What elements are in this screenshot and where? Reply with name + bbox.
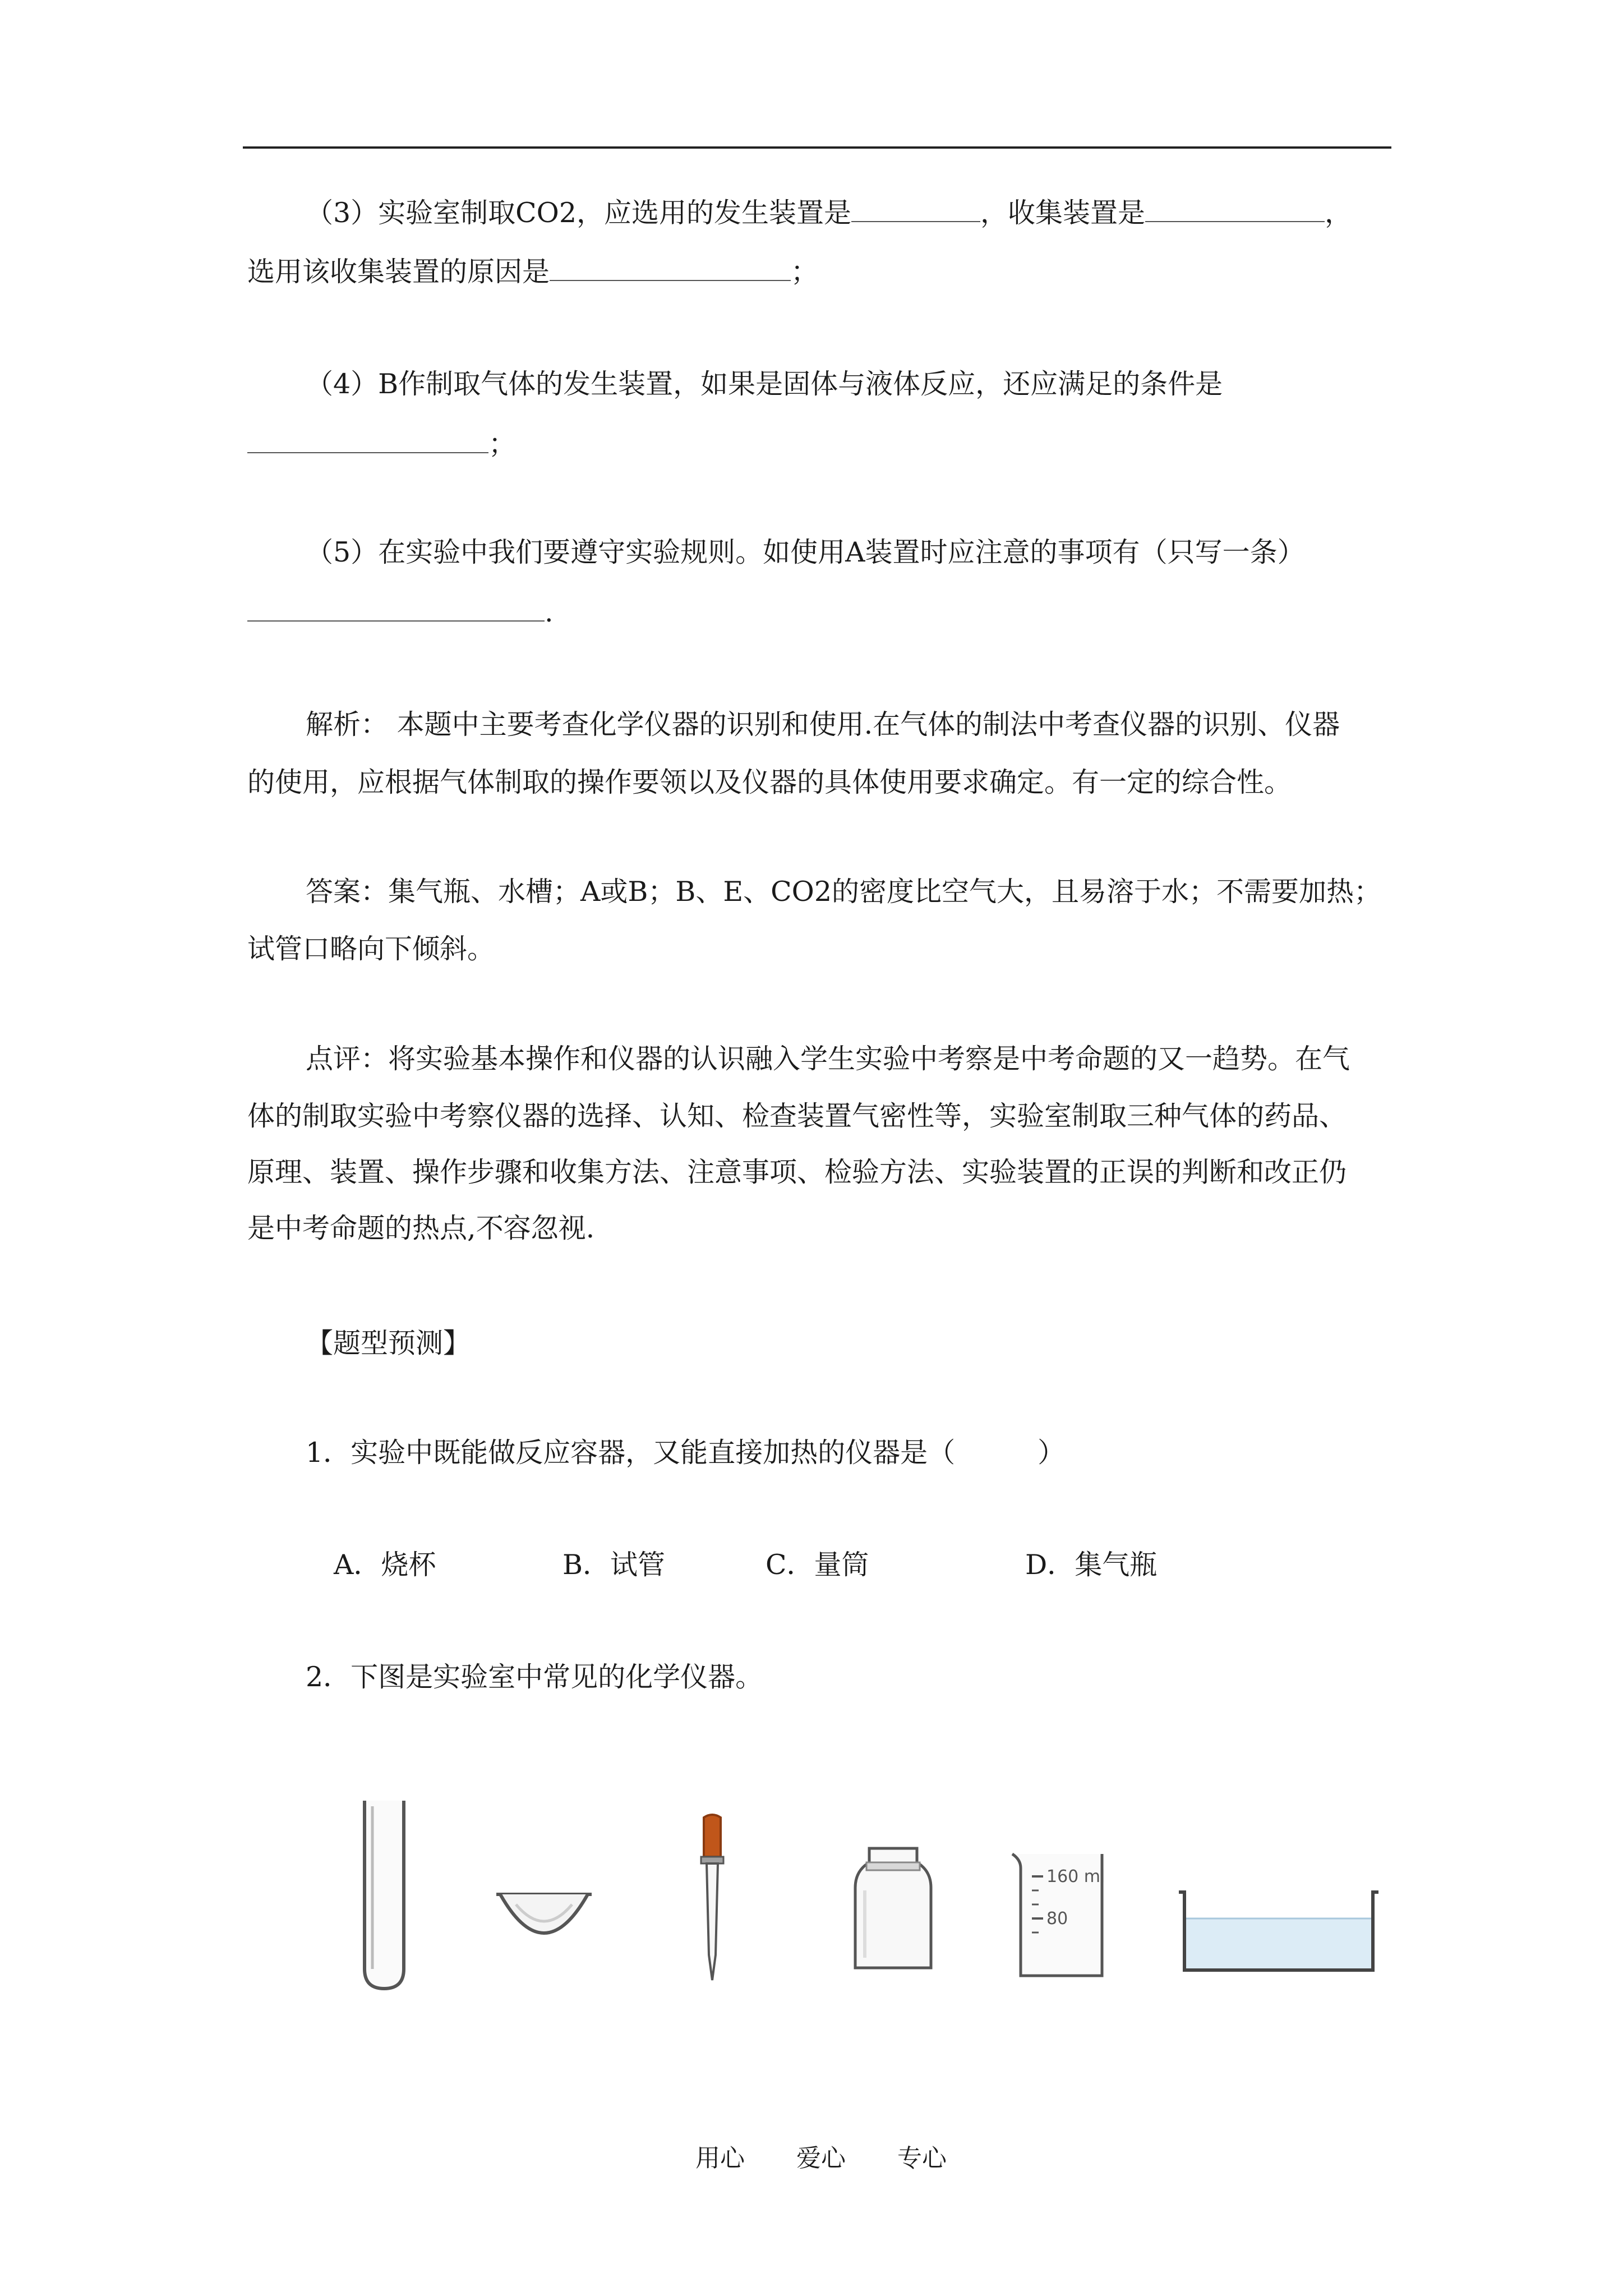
question2-stem: 2．下图是实验室中常见的化学仪器。 <box>306 1661 763 1693</box>
header-rule <box>243 146 1391 149</box>
comment-line4: 是中考命题的热点,不容忽视. <box>247 1212 595 1244</box>
analysis-line2: 的使用，应根据气体制取的操作要领以及仪器的具体使用要求确定。有一定的综合性。 <box>247 766 1292 798</box>
section-title: 【题型预测】 <box>306 1327 471 1359</box>
evaporating-dish-image <box>494 1888 594 1949</box>
answer-blank[interactable] <box>1145 199 1325 222</box>
answer-blank[interactable] <box>247 598 545 622</box>
q4-line1: （4）B作制取气体的发生装置，如果是固体与液体反应，还应满足的条件是 <box>306 368 1223 400</box>
answer-line2: 试管口略向下倾斜。 <box>247 933 495 965</box>
dropper-image <box>690 1815 735 1983</box>
q5-line1: （5）在实验中我们要遵守实验规则。如使用A装置时应注意的事项有（只写一条） <box>306 536 1305 568</box>
water-trough-image <box>1178 1888 1380 1975</box>
footer-word-1: 用心 <box>695 2144 745 2173</box>
gas-collecting-bottle-image <box>852 1846 934 1972</box>
answer-line1: 答案：集气瓶、水槽；A或B；B、E、CO2的密度比空气大，且易溶于水；不需要加热； <box>306 876 1382 908</box>
beaker-image <box>1009 1851 1108 1980</box>
footer-word-3: 专心 <box>897 2144 947 2173</box>
option-d[interactable]: D．集气瓶 <box>1025 1549 1158 1581</box>
option-c[interactable]: C．量筒 <box>766 1549 869 1581</box>
option-b[interactable]: B．试管 <box>562 1549 666 1581</box>
beaker-mark-80: 80 <box>1046 1909 1068 1929</box>
answer-blank[interactable] <box>550 257 791 281</box>
option-a[interactable]: A．烧杯 <box>334 1549 436 1581</box>
footer-word-2: 爱心 <box>796 2144 846 2173</box>
comment-line2: 体的制取实验中考察仪器的选择、认知、检查装置气密性等，实验室制取三种气体的药品、 <box>247 1100 1347 1132</box>
comment-line1: 点评：将实验基本操作和仪器的认识融入学生实验中考察是中考命题的又一趋势。在气 <box>306 1043 1350 1075</box>
q5-line2: . <box>247 596 554 629</box>
q4-line2: ； <box>247 427 516 461</box>
answer-blank[interactable] <box>851 199 980 222</box>
beaker-mark-160: 160 ml <box>1046 1867 1105 1887</box>
answer-blank[interactable] <box>247 430 488 453</box>
q3-line2: 选用该收集装置的原因是 ； <box>247 256 819 288</box>
analysis-line1: 解析： 本题中主要考查化学仪器的识别和使用.在气体的制法中考查仪器的识别、仪器 <box>306 708 1340 740</box>
q3-line1: （3）实验室制取CO2，应选用的发生装置是 ，收集装置是 ， <box>306 197 1353 229</box>
question1-stem: 1．实验中既能做反应容器，又能直接加热的仪器是（ ） <box>306 1437 1066 1469</box>
comment-line3: 原理、装置、操作步骤和收集方法、注意事项、检验方法、实验装置的正误的判断和改正仍 <box>247 1156 1347 1188</box>
test-tube-image <box>353 1801 415 1991</box>
